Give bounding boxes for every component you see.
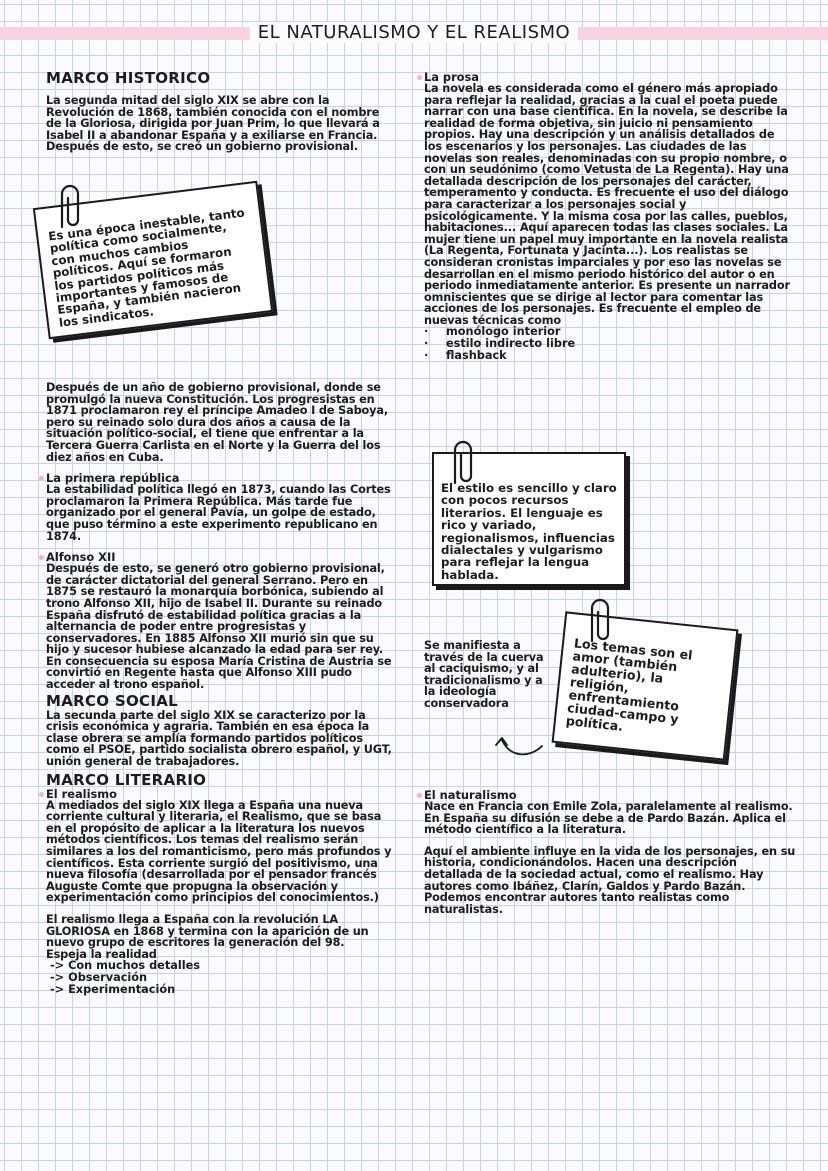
marco-literario-heading: MARCO LITERARIO [46,770,207,789]
list-item: -> Con muchos detalles [50,959,200,973]
marco-historico-intro: La segunda mitad del siglo XIX se abre con la Revolución de 1868, también conocida con el nombre de la Gloriosa, dirigida por Juan Prim, lo que llevará a Isabel II a abandonar España y a exiliarse en Francia. Después de esto, se creó un gobierno provisional. [46,94,380,154]
prosa-section [424,72,796,361]
note-card-temas [552,611,739,760]
realismo-text: A mediados del siglo XIX llega a España una nueva corriente cultural y literaria, el Realismo, que se basa en el propósito de aplicar a la literatura los nuevos métodos científicos. Los temas del realismo serán similares a los del romanticismo, pero más profundos y científicos. Esta corriente surgió del positivismo, una nueva filosofía (desarrollada por el pensador francés Auguste Comte que propugna la observación y experimentación como principios del conocimientos.) [46,798,392,905]
espeja-list [46,960,396,995]
paperclip-icon [582,596,612,646]
list-item: · estilo indirecto libre [424,338,796,350]
curved-arrow-icon [490,718,550,763]
naturalismo-text: Nace en Francia con Emile Zola, paralelamente al realismo. En España su difusión se debe a de Pardo Bazán. Aplica el método científico a la literatura. [424,800,793,837]
list-item: · flashback [424,350,796,362]
manifiesta-block [424,640,552,710]
amadeo-text: Después de un año de gobierno provisional, donde se promulgó la nueva Constitución. Los progresistas en 1871 proclamaron rey el príncipe Amadeo I de Saboya, pero su reinado solo dura dos años a causa de la situación político-social, el tiene que enfrentar a la Tercera Guerra Carlista en el Norte y la Guerra del los diez años en Cuba. [46,381,388,464]
list-item: -> Observación [50,970,148,984]
page-title: EL NATURALISMO Y EL REALISMO [250,22,578,43]
marco-social-text: La secunda parte del siglo XIX se caracterizo por la crisis económica y agraria. También en esa época la clase obrera se amplía formando partidos políticos como el PSOE, partido socialista obrero español, y UGT, unión general de trabajadores. [46,708,392,769]
realismo-llega-text: El realismo llega a España con la revolución LA GLORIOSA en 1868 y termina con la aparición de un nuevo grupo de escritores la generación del 98. [46,912,369,950]
prosa-text: La novela es considerada como el género más apropiado para reflejar la realidad, gracias a la cual el poeta puede narrar con una base científica. En la novela, se describe la realidad de forma objetiva, sin juicio ni pensamiento propios. Hay una descripción y un análisis detallados de los escenarios y los personajes. Las ciudades de las novelas son reales, denominadas con su propio nombre, o con un seudónimo (como Vetusta de La Regenta). Hay una detallada descripción de los personajes del carácter, temperamento y conducta. Es frecuente el uso del diálogo para caracterizar a los personajes social y psicológicamente. Y la misma cosa por las calles, pueblos, habitaciones... Aquí aparecen todas las clases sociales. La mujer tiene un papel muy importante en la novela realista (La Regenta, Fortunata y Jacinta...). Los realistas se consideran cronistas imparciales y por eso las novelas se desarrollan en el mismo periodo histórico del autor o en periodo inmediatamente anterior. Es presente un narrador omniscientes que se dirige al lector para comentar las acciones de los personajes. Es frecuente el empleo de nuevas técnicas como [424,82,790,327]
espeja-text: Espeja la realidad [46,947,157,961]
estilo-note-text: El estilo es sencillo y claro con pocos recursos literarios. El lenguaje es rico y variado, regionalismos, influencias dialectales y vulgarismo para reflejar la lengua hablada. [441,481,617,582]
alfonso-text: Después de esto, se generó otro gobierno provisional, de carácter dictatorial del general Serrano. Pero en 1875 se restauró la monarquía borbónica, subiendo al trono Alfonso XII, hijo de Isabel II. Durante su reinado España disfrutó de estabilidad política gracias a la alternancia de poder entre progresistas y conservadores. En 1885 Alfonso XII murió sin que su hijo y sucesor hubiese alcanzado la edad para ser rey. En consecuencia su esposa María Cristina de Austria se convirtió en Regente hasta que Alfonso XIII pudo acceder al trono español. [46,562,392,692]
page-title-wrap [0,22,828,43]
list-item: · monólogo interior [424,326,796,338]
naturalismo-title: El naturalismo [424,790,796,801]
naturalismo-text-2: Aquí el ambiente influye en la vida de los personajes, en su historia, condicionándolos. Hacen una descripción detallada de la sociedad actual, como el realismo. Hay autores como Ibáñez, Clarín, Galdos y Pardo Bazán. Podemos encontrar autores tanto realistas como naturalistas. [424,844,796,916]
paperclip-icon [445,438,475,488]
temas-note-text: Los temas son el amor (también adulterio), la religión, enfrentamiento ciudad-campo y política. [565,635,694,734]
marco-social-heading: MARCO SOCIAL [46,691,178,710]
list-item: -> Experimentación [50,982,176,996]
marco-historico-heading: MARCO HISTORICO [46,69,211,87]
prosa-title: La prosa [424,72,796,83]
historia-continuacion [46,382,396,995]
alfonso-title: Alfonso XII [46,552,396,563]
paperclip-icon [52,182,82,232]
republica-text: La estabilidad política llegó en 1873, cuando las Cortes proclamaron la Primera República. Más tarde fue organizado por el general Pavía, un golpe de estado, que puso término a este experimento republicano en 1874. [46,483,391,543]
note-inestable-text: Es una época inestable, tanto política como socialmente, con muchos cambios políticos. Aquí se formaron los partidos políticos más importantes y famosos de España, y también nacieron los sindicatos. [47,205,246,330]
marco-historico-section [46,70,396,153]
realismo-title: El realismo [46,789,396,800]
naturalismo-section [424,790,796,915]
manifiesta-text: Se manifiesta a través de la cuerva al caciquismo, y al tradicionalismo y a la ideología conservadora [424,639,544,710]
tecnicas-list [424,326,796,361]
republica-title: La primera república [46,473,396,484]
